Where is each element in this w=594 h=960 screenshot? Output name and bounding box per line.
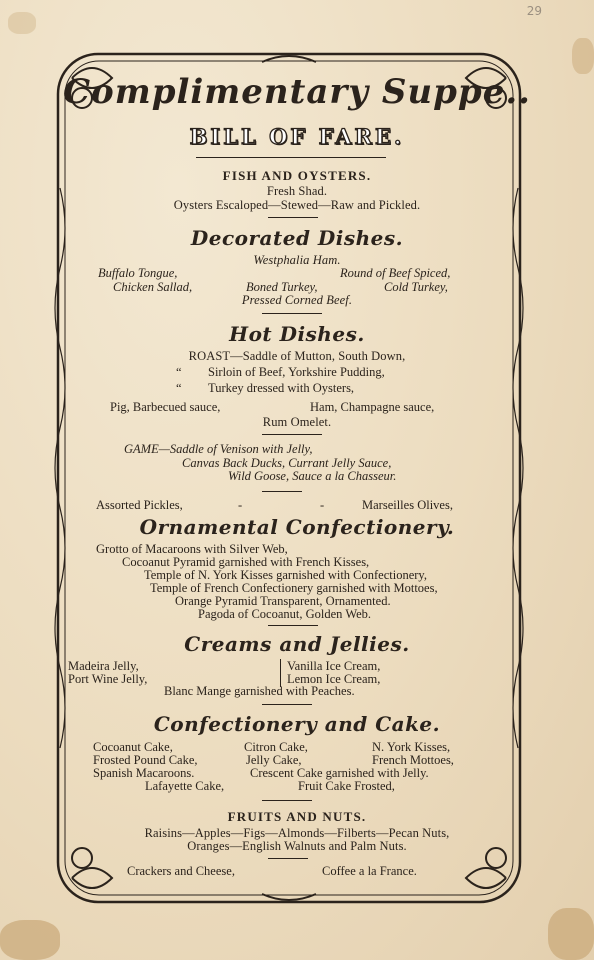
cake-frosted: Frosted Pound Cake, bbox=[93, 753, 198, 767]
fish-line-2: Oysters Escaloped—Stewed—Raw and Pickled. bbox=[173, 198, 421, 212]
cake-lafayette: Lafayette Cake, bbox=[145, 779, 225, 793]
pickles-dash: - bbox=[238, 498, 243, 512]
ornamental-line: Grotto of Macaroons with Silver Web, bbox=[96, 542, 288, 556]
hot-game-2: Canvas Back Ducks, Currant Jelly Sauce, bbox=[182, 456, 392, 470]
hot-ham: Ham, Champagne sauce, bbox=[310, 400, 435, 414]
confectionery-heading: Confectionery and Cake. bbox=[153, 712, 441, 736]
fruits-heading: FRUITS AND NUTS. bbox=[227, 809, 367, 824]
creams-divider bbox=[280, 659, 281, 687]
footer-crackers: Crackers and Cheese, bbox=[127, 864, 235, 878]
cake-crescent: Crescent Cake garnished with Jelly. bbox=[250, 766, 429, 780]
section-rule bbox=[262, 434, 322, 435]
ornamental-line: Pagoda of Cocoanut, Golden Web. bbox=[198, 607, 372, 621]
decorated-round: Round of Beef Spiced, bbox=[340, 266, 451, 280]
section-rule bbox=[262, 800, 312, 801]
paper-stain-right bbox=[548, 908, 594, 960]
hot-sirloin: Sirloin of Beef, Yorkshire Pudding, bbox=[208, 365, 385, 379]
paper-stain-top bbox=[572, 38, 594, 74]
decorated-cold-turkey: Cold Turkey, bbox=[384, 280, 448, 294]
paper-stain-topleft bbox=[8, 12, 36, 34]
ornamental-line: Orange Pyramid Transparent, Ornamented. bbox=[175, 594, 391, 608]
menu-title: Complimentary Suppe.. bbox=[62, 72, 531, 112]
creams-lemon: Lemon Ice Cream, bbox=[287, 672, 381, 686]
ornamental-heading: Ornamental Confectionery. bbox=[139, 515, 455, 539]
fruits-line-2: Oranges—English Walnuts and Palm Nuts. bbox=[187, 839, 407, 853]
cake-spanish: Spanish Macaroons. bbox=[93, 766, 195, 780]
ornamental-line: Temple of N. York Kisses garnished with Confectionery, bbox=[144, 568, 427, 582]
decorated-chicken: Chicken Sallad, bbox=[113, 280, 193, 294]
hot-turkey: Turkey dressed with Oysters, bbox=[208, 381, 355, 395]
section-rule bbox=[262, 313, 322, 314]
fish-line-1: Fresh Shad. bbox=[266, 184, 328, 198]
fruits-line-1: Raisins—Apples—Figs—Almonds—Filberts—Pecan Nuts, bbox=[144, 826, 450, 840]
section-rule bbox=[262, 491, 302, 492]
pickles: Assorted Pickles, bbox=[96, 498, 183, 512]
decorated-buffalo: Buffalo Tongue, bbox=[98, 266, 178, 280]
cake-jelly: Jelly Cake, bbox=[246, 753, 302, 767]
cake-mottoes: French Mottoes, bbox=[372, 753, 454, 767]
decorated-heading: Decorated Dishes. bbox=[190, 226, 404, 250]
pickles-dash: - bbox=[320, 498, 325, 512]
section-rule bbox=[268, 217, 318, 218]
creams-madeira: Madeira Jelly, bbox=[68, 659, 139, 673]
title-rule bbox=[196, 157, 386, 158]
ornamental-line: Temple of French Confectionery garnished with Mottoes, bbox=[150, 581, 438, 595]
fish-heading: FISH AND OYSTERS. bbox=[222, 168, 372, 183]
decorated-ham: Westphalia Ham. bbox=[253, 253, 341, 267]
ditto-mark: “ bbox=[176, 381, 182, 395]
cake-fruit: Fruit Cake Frosted, bbox=[298, 779, 395, 793]
decorated-boned-turkey: Boned Turkey, bbox=[246, 280, 318, 294]
ornamental-line: Cocoanut Pyramid garnished with French Kisses, bbox=[122, 555, 370, 569]
creams-port: Port Wine Jelly, bbox=[68, 672, 148, 686]
hot-roast: ROAST—Saddle of Mutton, South Down, bbox=[188, 349, 406, 363]
section-rule bbox=[262, 704, 312, 705]
archive-number: 29 bbox=[526, 4, 542, 18]
hot-heading: Hot Dishes. bbox=[229, 322, 365, 346]
olives: Marseilles Olives, bbox=[362, 498, 453, 512]
section-rule bbox=[268, 858, 308, 859]
creams-heading: Creams and Jellies. bbox=[184, 632, 410, 656]
cake-citron: Citron Cake, bbox=[244, 740, 308, 754]
section-rule bbox=[268, 625, 318, 626]
hot-game-1: GAME—Saddle of Venison with Jelly, bbox=[124, 442, 313, 456]
decorated-corned-beef: Pressed Corned Beef. bbox=[241, 293, 353, 307]
hot-pig: Pig, Barbecued sauce, bbox=[110, 400, 221, 414]
creams-vanilla: Vanilla Ice Cream, bbox=[287, 659, 381, 673]
bill-of-fare-heading: BILL OF FARE. bbox=[189, 124, 405, 149]
cake-cocoanut: Cocoanut Cake, bbox=[93, 740, 173, 754]
hot-game-3: Wild Goose, Sauce a la Chasseur. bbox=[228, 469, 397, 483]
ditto-mark: “ bbox=[176, 365, 182, 379]
paper-stain-left bbox=[0, 920, 60, 960]
creams-blanc: Blanc Mange garnished with Peaches. bbox=[164, 684, 355, 698]
hot-omelet: Rum Omelet. bbox=[262, 415, 332, 429]
footer-coffee: Coffee a la France. bbox=[322, 864, 417, 878]
cake-nyork: N. York Kisses, bbox=[372, 740, 451, 754]
